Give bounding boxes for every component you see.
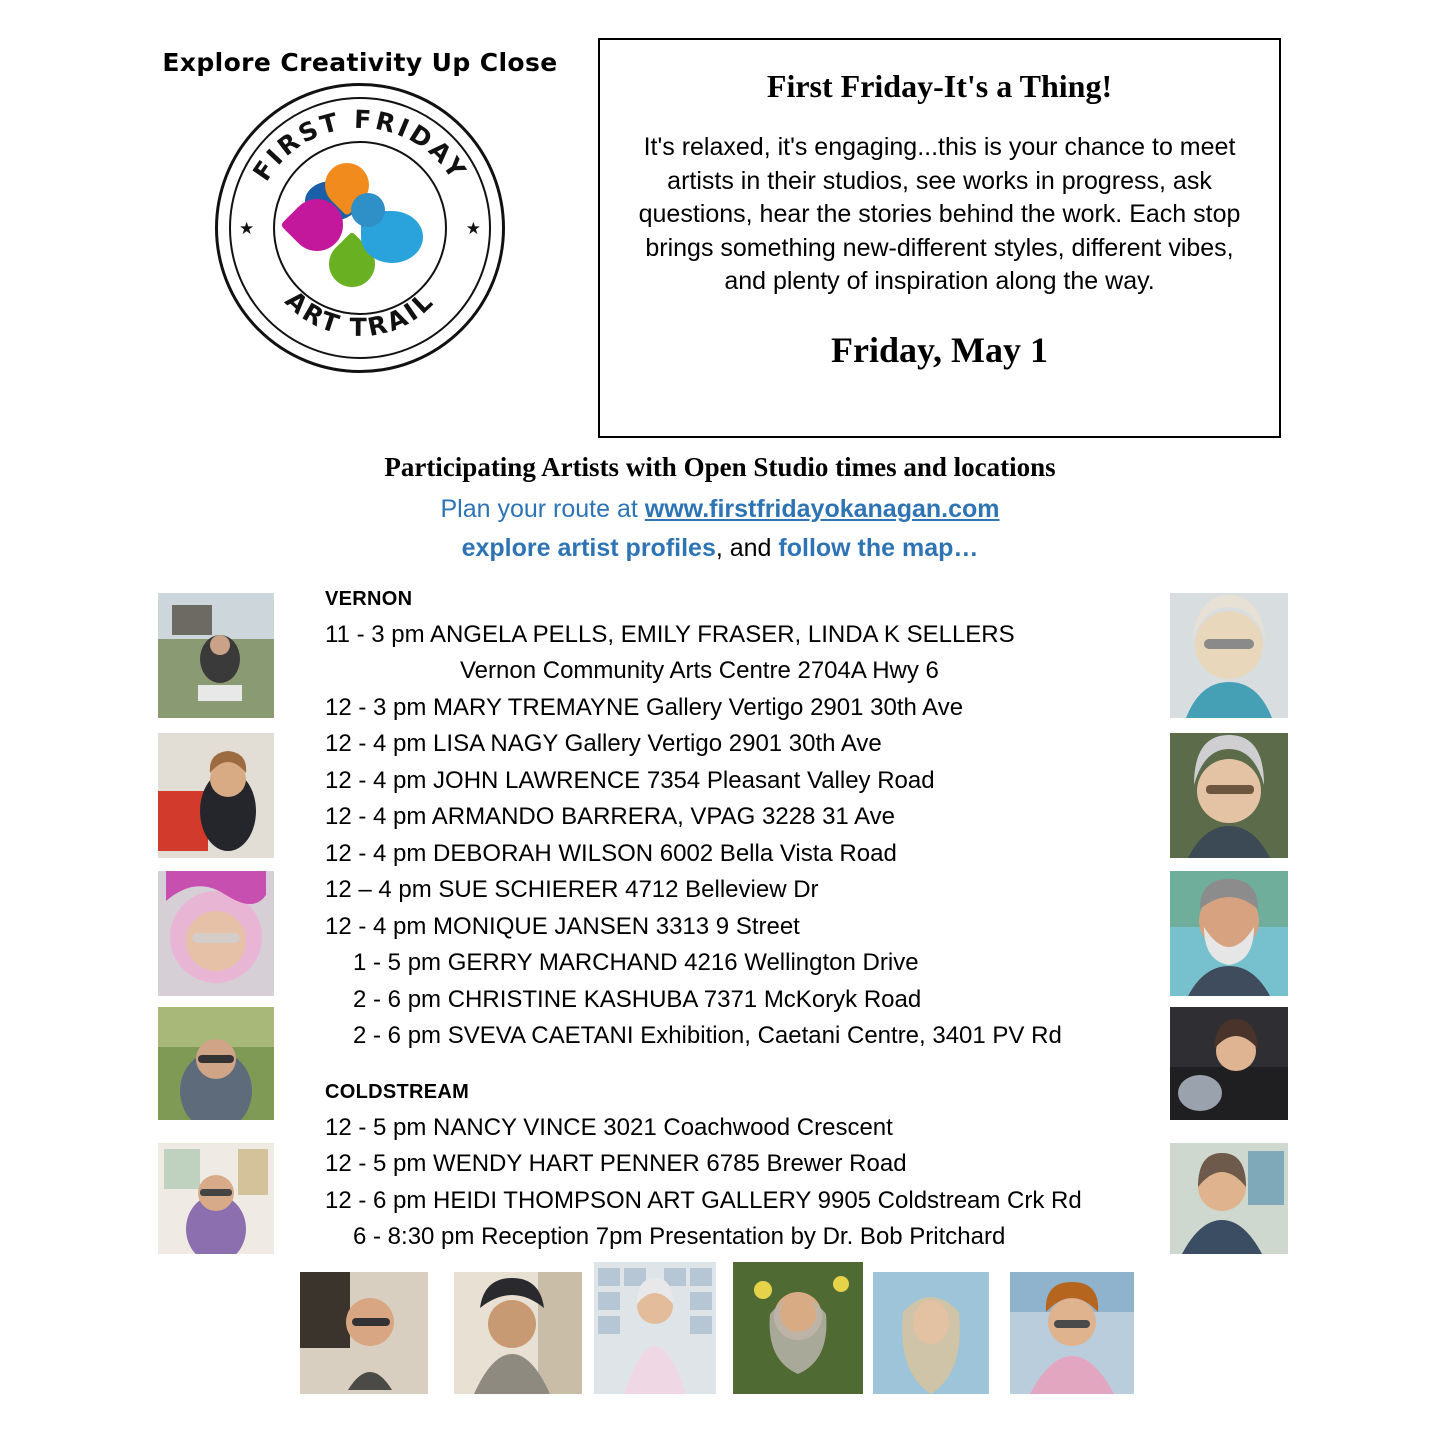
- list-item: 12 – 4 pm SUE SCHIERER 4712 Belleview Dr: [325, 876, 819, 904]
- list-item: Vernon Community Arts Centre 2704A Hwy 6: [460, 657, 939, 685]
- first-friday-art-trail-logo: [215, 83, 505, 373]
- artist-photo-mary-tremayne: [1170, 593, 1288, 718]
- artist-photo-gerry-marchand: [300, 1272, 428, 1394]
- promo-title: First Friday-It's a Thing!: [766, 68, 1113, 104]
- star-icon: ★: [239, 219, 255, 238]
- artist-photo-sveva-caetani-curator: [1010, 1272, 1134, 1394]
- follow-map-link[interactable]: follow the map…: [778, 534, 979, 562]
- city-heading-coldstream: COLDSTREAM: [325, 1080, 470, 1103]
- list-item: 12 - 5 pm WENDY HART PENNER 6785 Brewer Road: [325, 1150, 907, 1178]
- list-item: 11 - 3 pm ANGELA PELLS, EMILY FRASER, LINDA K SELLERS: [325, 621, 1015, 648]
- city-heading-vernon: VERNON: [325, 588, 413, 610]
- svg-text:ART TRAIL: ART TRAIL: [279, 285, 441, 342]
- list-item: 12 - 4 pm ARMANDO BARRERA, VPAG 3228 31 Ave: [325, 803, 896, 831]
- list-item: 1 - 5 pm GERRY MARCHAND 4216 Wellington Drive: [353, 949, 919, 977]
- promo-date: Friday, May 1: [831, 329, 1048, 370]
- artist-photo-nancy-vince: [594, 1262, 716, 1394]
- list-item: 12 - 6 pm HEIDI THOMPSON ART GALLERY 9905 Coldstream Crk Rd: [325, 1186, 1082, 1214]
- artist-photo-heidi-thompson: [873, 1272, 989, 1394]
- plan-route-line: [0, 495, 1440, 524]
- artist-photo-wendy-hart-penner: [733, 1262, 863, 1394]
- tagline: Explore Creativity Up Close: [162, 48, 558, 77]
- artist-photo-sue-schierer: [1170, 1143, 1288, 1254]
- list-item: 6 - 8:30 pm Reception 7pm Presentation by Dr. Bob Pritchard: [353, 1223, 1006, 1251]
- explore-follow-line: [0, 534, 1440, 563]
- list-item: 12 - 4 pm MONIQUE JANSEN 3313 9 Street: [325, 912, 800, 940]
- artist-listing: [325, 588, 1125, 1256]
- artist-photo-deborah-wilson: [1170, 1007, 1288, 1120]
- explore-profiles-link[interactable]: explore artist profiles: [461, 534, 716, 562]
- subhead: [0, 452, 1440, 563]
- plan-route-prefix: Plan your route at: [440, 495, 645, 523]
- website-link[interactable]: www.firstfridayokanagan.com: [644, 495, 1000, 523]
- logo-block: [160, 48, 560, 373]
- blob-teal: [351, 193, 385, 227]
- section-spacer: [325, 1055, 1125, 1081]
- conjunction-text: , and: [715, 534, 779, 562]
- artist-photo-emily-fraser: [158, 733, 274, 858]
- poster-header: [0, 0, 1440, 440]
- artist-photo-john-lawrence: [158, 1007, 274, 1120]
- promo-body: It's relaxed, it's engaging...this is your chance to meet artists in their studios, see works in progress, ask questions, hear the stories behind the work. Each stop brings something new-different styles, different vibes, and plenty of inspiration along the way.: [638, 133, 1241, 295]
- artist-photo-angela-pells: [158, 593, 274, 718]
- artist-photo-monique-jansen: [158, 1143, 274, 1254]
- list-item: 12 - 4 pm DEBORAH WILSON 6002 Bella Vista Road: [325, 839, 897, 867]
- svg-text:FIRST FRIDAY: FIRST FRIDAY: [247, 104, 473, 187]
- list-item: 2 - 6 pm CHRISTINE KASHUBA 7371 McKoryk Road: [353, 985, 922, 1013]
- artist-photo-linda-k-sellers: [158, 871, 274, 996]
- promo-box: [598, 38, 1281, 438]
- subhead-title: Participating Artists with Open Studio times and locations: [384, 452, 1056, 482]
- artist-photo-lisa-nagy: [1170, 733, 1288, 858]
- paint-splash-graphic: [289, 157, 431, 299]
- artist-photo-armando-barrera: [1170, 871, 1288, 996]
- list-item: 12 - 4 pm LISA NAGY Gallery Vertigo 2901 30th Ave: [325, 730, 882, 758]
- list-item: 12 - 3 pm MARY TREMAYNE Gallery Vertigo 2901 30th Ave: [325, 693, 964, 721]
- star-icon: ★: [465, 219, 481, 238]
- list-item: 12 - 5 pm NANCY VINCE 3021 Coachwood Crescent: [325, 1113, 893, 1141]
- list-item: 12 - 4 pm JOHN LAWRENCE 7354 Pleasant Valley Road: [325, 766, 935, 794]
- list-item: 2 - 6 pm SVEVA CAETANI Exhibition, Caetani Centre, 3401 PV Rd: [353, 1022, 1062, 1050]
- artist-photo-christine-kashuba: [454, 1272, 582, 1394]
